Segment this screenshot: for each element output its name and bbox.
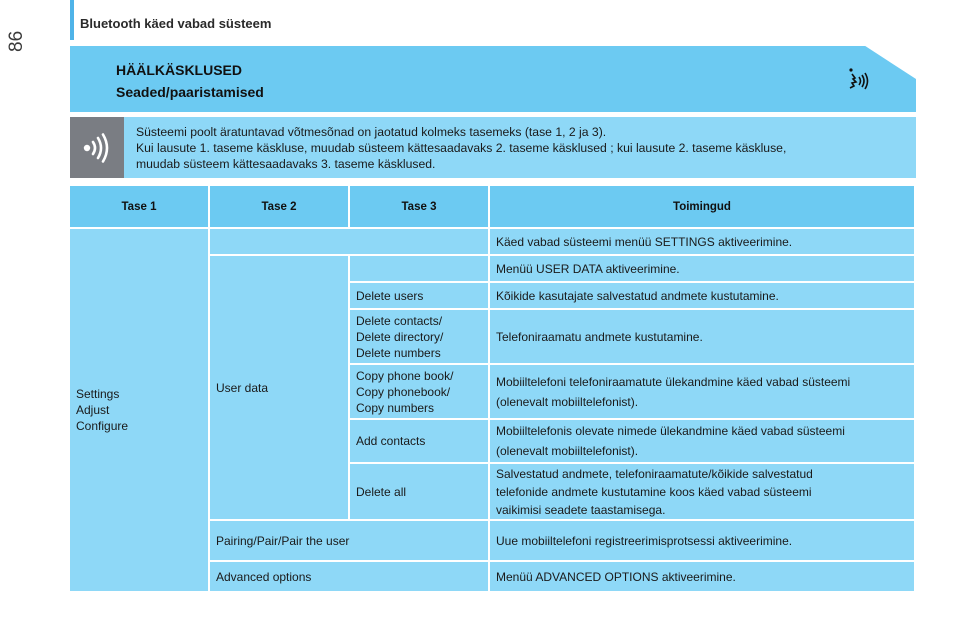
level3-keyword: Delete users [356, 288, 424, 303]
action-text: (olenevalt mobiiltelefonist). [496, 394, 639, 409]
level3-keyword: Copy phonebook/ [356, 384, 451, 399]
action-text: Salvestatud andmete, telefoniraamatute/kõikide salvestatud [496, 466, 813, 481]
header-level-2: Tase 2 [210, 186, 348, 227]
header-level-1: Tase 1 [70, 186, 208, 227]
wireless-signal-icon [81, 133, 113, 163]
section-banner [70, 46, 916, 112]
action-cell [490, 310, 914, 363]
level1-keyword: Settings [76, 387, 120, 401]
level2-user-data: User data [210, 256, 348, 519]
action-text: Mobiiltelefonis olevate nimede ülekandmine käed vabad süsteemi [496, 424, 845, 438]
action-text: telefonide andmete kustutamine koos käed vabad süsteemi [496, 484, 812, 499]
table-header-row [70, 186, 914, 227]
action-cell [490, 283, 914, 308]
intro-line: Kui lausute 1. taseme käskluse, muudab süsteem kättesaadavaks 2. taseme käsklused ; kui lausute 2. taseme käskluse, [136, 141, 787, 155]
banner-subtitle: Seaded/paaristamised [116, 84, 264, 100]
action-cell [490, 365, 914, 418]
action-cell [490, 562, 914, 591]
action-cell [490, 464, 914, 519]
action-text: Käed vabad süsteemi menüü SETTINGS aktiveerimine. [496, 234, 793, 249]
banner-title: HÄÄLKÄSKLUSED [116, 62, 242, 78]
level3-cell [350, 420, 488, 462]
intro-line: Süsteemi poolt äratuntavad võtmesõnad on jaotatud kolmeks tasemeks (tase 1, 2 ja 3). [136, 125, 607, 139]
action-cell [490, 420, 914, 462]
action-text: Kõikide kasutajate salvestatud andmete kustutamine. [496, 288, 779, 303]
level3-cell [350, 310, 488, 363]
page-number: 86 [6, 30, 27, 52]
level3-cell [350, 283, 488, 308]
action-text: Telefoniraamatu andmete kustutamine. [496, 329, 703, 344]
header-accent-bar [70, 0, 74, 40]
table-row [70, 229, 914, 254]
level3-keyword: Delete contacts/ [356, 313, 443, 328]
level3-keyword: Delete all [356, 484, 407, 499]
action-text: Uue mobiiltelefoni registreerimisprotsessi aktiveerimine. [496, 533, 793, 548]
section-title: Bluetooth käed vabad süsteem [80, 16, 272, 31]
action-cell [490, 256, 914, 281]
action-cell [490, 521, 914, 560]
level3-keyword: Add contacts [356, 434, 426, 448]
level2-pairing: Pairing/Pair/Pair the user [210, 521, 488, 560]
empty-cell [350, 256, 488, 281]
level3-cell [350, 464, 488, 519]
action-text: Menüü USER DATA aktiveerimine. [496, 261, 680, 276]
level3-keyword: Delete numbers [356, 345, 441, 360]
empty-cell [210, 229, 488, 254]
header-actions: Toimingud [490, 186, 914, 227]
level1-keyword: Adjust [76, 403, 110, 417]
action-text: Mobiiltelefoni telefoniraamatute ülekandmine käed vabad süsteemi [496, 374, 851, 389]
commands-table [68, 184, 916, 593]
action-cell [490, 229, 914, 254]
level3-keyword: Delete directory/ [356, 329, 444, 344]
voice-command-icon [846, 66, 870, 94]
action-text: (olenevalt mobiiltelefonist). [496, 444, 639, 458]
header-level-3: Tase 3 [350, 186, 488, 227]
action-text: vaikimisi seadete taastamisega. [496, 502, 666, 517]
level2-advanced: Advanced options [210, 562, 488, 591]
level1-keyword: Configure [76, 419, 129, 433]
action-text: Menüü ADVANCED OPTIONS aktiveerimine. [496, 569, 736, 584]
level3-cell [350, 365, 488, 418]
intro-text [136, 124, 906, 172]
level3-keyword: Copy numbers [356, 400, 435, 415]
level1-cell [70, 229, 208, 591]
intro-line: muudab süsteem kättesaadavaks 3. taseme käsklused. [136, 157, 436, 171]
level3-keyword: Copy phone book/ [356, 368, 454, 383]
